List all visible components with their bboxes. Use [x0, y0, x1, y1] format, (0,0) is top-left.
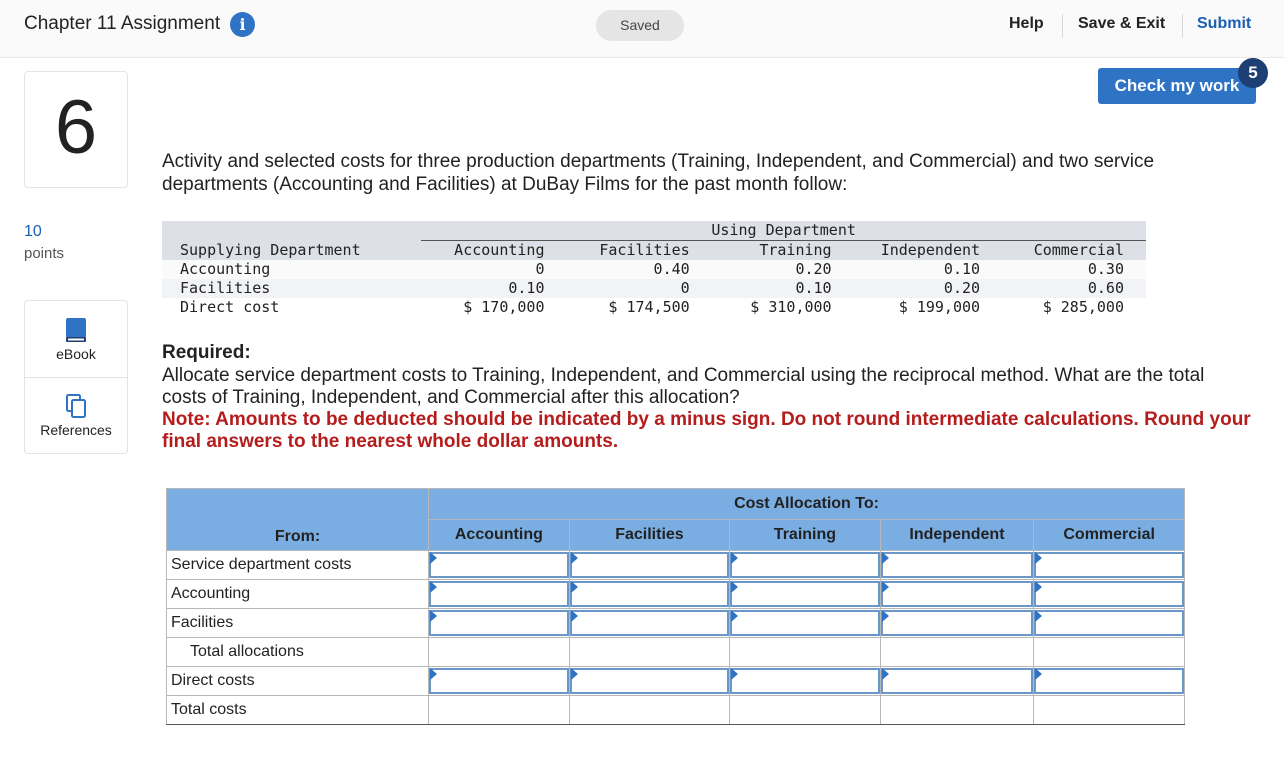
cost-allocation-header: Cost Allocation To: [429, 489, 1185, 520]
direct-costs-facilities-input[interactable] [570, 668, 729, 694]
row-label-service-costs: Service department costs [167, 551, 429, 580]
question-number-box [24, 71, 128, 188]
col-header-accounting: Accounting [421, 241, 566, 261]
col-header-independent: Independent [880, 520, 1034, 551]
submit-link[interactable]: Submit [1197, 15, 1252, 32]
total-costs-training-cell [730, 696, 880, 725]
service-costs-facilities-input[interactable] [570, 552, 729, 578]
using-department-header: Using Department [421, 221, 1146, 241]
ebook-label: eBook [56, 346, 96, 362]
accounting-facilities-input[interactable] [570, 581, 729, 607]
help-link[interactable]: Help [1009, 15, 1044, 32]
department-data-table [162, 221, 1146, 317]
table-row [167, 551, 1185, 580]
col-header-training: Training [712, 241, 854, 261]
facilities-facilities-input[interactable] [570, 610, 729, 636]
total-allocations-accounting-cell [429, 638, 570, 667]
col-header-commercial: Commercial [1034, 520, 1185, 551]
accounting-training-input[interactable] [730, 581, 879, 607]
divider [1182, 14, 1183, 38]
col-header-facilities: Facilities [566, 241, 711, 261]
row-label-total-allocations: Total allocations [167, 638, 429, 667]
service-costs-commercial-input[interactable] [1034, 552, 1184, 578]
problem-intro: Activity and selected costs for three production departments (Training, Independent, and Commercial) and two service departments (Accounting and Facilities) at DuBay Films for the past month follow: [162, 151, 1155, 195]
facilities-independent-input[interactable] [881, 610, 1034, 636]
total-costs-facilities-cell [569, 696, 729, 725]
required-note: Note: Amounts to be deducted should be indicated by a minus sign. Do not round intermediate calculations. Round your final answers to the nearest whole dollar amounts. [162, 409, 1251, 452]
total-allocations-independent-cell [880, 638, 1034, 667]
required-text: Allocate service department costs to Training, Independent, and Commercial using the reciprocal method. What are the total costs of Training, Independent, and Commercial after this allocation? [162, 365, 1205, 408]
save-exit-link[interactable]: Save & Exit [1078, 15, 1166, 32]
table-row [167, 696, 1185, 725]
table-row [167, 667, 1185, 696]
check-my-work-button[interactable]: Check my work [1098, 68, 1256, 104]
service-costs-accounting-input[interactable] [429, 552, 569, 578]
table-row [167, 609, 1185, 638]
direct-costs-accounting-input[interactable] [429, 668, 569, 694]
total-costs-independent-cell [880, 696, 1034, 725]
row-label-accounting: Accounting [167, 580, 429, 609]
assignment-title: Chapter 11 Assignment [24, 13, 221, 34]
accounting-commercial-input[interactable] [1034, 581, 1184, 607]
row-label-total-costs: Total costs [167, 696, 429, 725]
supplying-department-header: Supplying Department [162, 241, 421, 261]
question-number: 6 [54, 85, 98, 170]
attempts-badge: 5 [1238, 58, 1268, 88]
info-icon[interactable]: i [230, 12, 255, 37]
cost-allocation-table [166, 488, 1185, 725]
divider [1062, 14, 1063, 38]
table-row [167, 580, 1185, 609]
ebook-button[interactable] [25, 301, 127, 378]
facilities-commercial-input[interactable] [1034, 610, 1184, 636]
total-costs-accounting-cell [429, 696, 570, 725]
direct-costs-independent-input[interactable] [881, 668, 1034, 694]
total-allocations-commercial-cell [1034, 638, 1185, 667]
col-header-commercial: Commercial [1002, 241, 1146, 261]
top-bar [0, 0, 1284, 58]
service-costs-training-input[interactable] [730, 552, 879, 578]
total-allocations-facilities-cell [569, 638, 729, 667]
required-title: Required: [162, 342, 251, 363]
points-value: 10 [24, 223, 42, 240]
direct-costs-commercial-input[interactable] [1034, 668, 1184, 694]
direct-costs-training-input[interactable] [730, 668, 879, 694]
col-header-accounting: Accounting [429, 520, 570, 551]
points-label: points [24, 245, 65, 262]
row-label-facilities: Facilities [167, 609, 429, 638]
documents-icon [64, 393, 88, 419]
table-row: Direct cost $ 170,000 $ 174,500 $ 310,000 $ 199,000 $ 285,000 [162, 298, 1146, 317]
table-row: Facilities 0.10 0 0.10 0.20 0.60 [162, 279, 1146, 298]
total-costs-commercial-cell [1034, 696, 1185, 725]
references-button[interactable] [25, 377, 127, 453]
facilities-training-input[interactable] [730, 610, 879, 636]
table-row [167, 638, 1185, 667]
col-header-training: Training [730, 520, 880, 551]
total-allocations-training-cell [730, 638, 880, 667]
row-label-direct-costs: Direct costs [167, 667, 429, 696]
col-header-independent: Independent [854, 241, 1002, 261]
service-costs-independent-input[interactable] [881, 552, 1034, 578]
table-row: Accounting 0 0.40 0.20 0.10 0.30 [162, 260, 1146, 279]
references-label: References [40, 422, 112, 438]
facilities-accounting-input[interactable] [429, 610, 569, 636]
accounting-accounting-input[interactable] [429, 581, 569, 607]
accounting-independent-input[interactable] [881, 581, 1034, 607]
book-icon [64, 317, 88, 343]
tools-panel [24, 300, 128, 454]
saved-status: Saved [596, 10, 684, 41]
col-header-facilities: Facilities [569, 520, 729, 551]
from-header: From: [167, 489, 429, 551]
